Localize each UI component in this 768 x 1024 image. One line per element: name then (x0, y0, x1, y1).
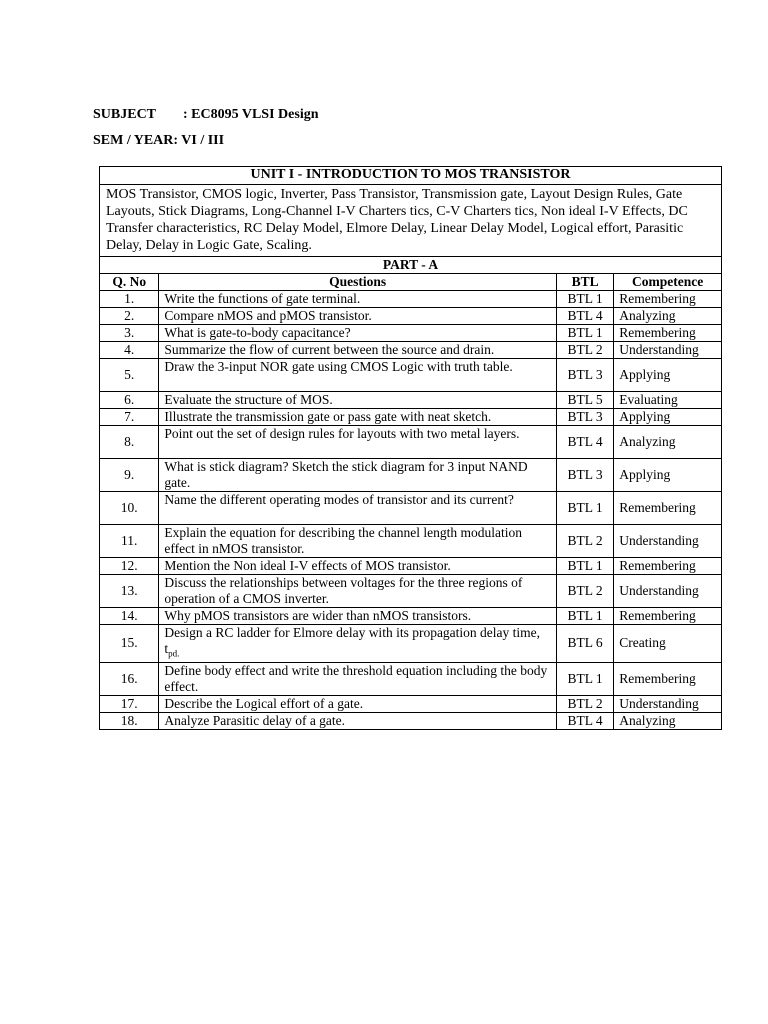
btl-level: BTL 2 (556, 575, 613, 608)
competence: Analyzing (614, 712, 722, 729)
question-number: 18. (100, 712, 159, 729)
competence: Applying (614, 359, 722, 392)
table-row (100, 392, 722, 409)
btl-level: BTL 4 (556, 308, 613, 325)
competence: Remembering (614, 492, 722, 525)
btl-level: BTL 3 (556, 459, 613, 492)
column-header-questions: Questions (159, 274, 557, 291)
question-number: 17. (100, 695, 159, 712)
question-number: 11. (100, 525, 159, 558)
sem-year-label: SEM / YEAR: VI / III (93, 133, 225, 148)
table-row (100, 409, 722, 426)
question-text: Evaluate the structure of MOS. (159, 392, 557, 409)
question-text: Draw the 3-input NOR gate using CMOS Logic with truth table. (159, 359, 557, 392)
question-text: Describe the Logical effort of a gate. (159, 695, 557, 712)
question-table (99, 166, 722, 730)
column-header-row (100, 274, 722, 291)
table-row (100, 608, 722, 625)
unit-topics: MOS Transistor, CMOS logic, Inverter, Pass Transistor, Transmission gate, Layout Design Rules, Gate Layouts, Stick Diagrams, Long-Channel I-V Charters tics, C-V Charters tics, Non ideal I-V Effects, DC Transfer characteristics, RC Delay Model, Elmore Delay, Linear Delay Model, Logical effort, Parasitic Delay, Delay in Logic Gate, Scaling. (100, 185, 722, 257)
question-text: Point out the set of design rules for layouts with two metal layers. (159, 426, 557, 459)
question-number: 5. (100, 359, 159, 392)
question-text-main: Design a RC ladder for Elmore delay with its propagation delay time, t (164, 625, 541, 656)
question-text: Compare nMOS and pMOS transistor. (159, 308, 557, 325)
table-row (100, 291, 722, 308)
competence: Remembering (614, 608, 722, 625)
table-row (100, 662, 722, 695)
part-title: PART - A (100, 257, 722, 274)
question-text: Mention the Non ideal I-V effects of MOS transistor. (159, 558, 557, 575)
question-text: Analyze Parasitic delay of a gate. (159, 712, 557, 729)
table-row (100, 712, 722, 729)
btl-level: BTL 1 (556, 662, 613, 695)
competence: Understanding (614, 342, 722, 359)
question-text: What is stick diagram? Sketch the stick diagram for 3 input NAND gate. (159, 459, 557, 492)
part-title-row (100, 257, 722, 274)
table-row (100, 308, 722, 325)
question-text: Explain the equation for describing the channel length modulation effect in nMOS transistor. (159, 525, 557, 558)
question-text: Summarize the flow of current between the source and drain. (159, 342, 557, 359)
subject-value: : EC8095 VLSI Design (183, 107, 319, 122)
competence: Understanding (614, 695, 722, 712)
btl-level: BTL 1 (556, 608, 613, 625)
btl-level: BTL 4 (556, 712, 613, 729)
subject-line (93, 107, 319, 123)
question-number: 7. (100, 409, 159, 426)
table-row (100, 558, 722, 575)
unit-topics-row (100, 185, 722, 257)
question-text: Write the functions of gate terminal. (159, 291, 557, 308)
competence: Evaluating (614, 392, 722, 409)
table-row (100, 342, 722, 359)
column-header-competence: Competence (614, 274, 722, 291)
column-header-qno: Q. No (100, 274, 159, 291)
question-text: Why pMOS transistors are wider than nMOS transistors. (159, 608, 557, 625)
btl-level: BTL 1 (556, 291, 613, 308)
btl-level: BTL 1 (556, 558, 613, 575)
btl-level: BTL 4 (556, 426, 613, 459)
question-number: 1. (100, 291, 159, 308)
question-number: 2. (100, 308, 159, 325)
competence: Analyzing (614, 426, 722, 459)
competence: Understanding (614, 575, 722, 608)
question-number: 4. (100, 342, 159, 359)
competence: Remembering (614, 662, 722, 695)
sem-year-line (93, 133, 224, 149)
question-number: 9. (100, 459, 159, 492)
btl-level: BTL 1 (556, 325, 613, 342)
btl-level: BTL 3 (556, 409, 613, 426)
column-header-btl: BTL (556, 274, 613, 291)
table-row (100, 325, 722, 342)
question-number: 13. (100, 575, 159, 608)
competence: Understanding (614, 525, 722, 558)
btl-level: BTL 2 (556, 525, 613, 558)
competence: Applying (614, 459, 722, 492)
btl-level: BTL 6 (556, 625, 613, 663)
question-text (159, 625, 557, 663)
question-text-subscript: pd. (168, 648, 180, 659)
table-row (100, 426, 722, 459)
question-number: 6. (100, 392, 159, 409)
table-row (100, 625, 722, 663)
competence: Applying (614, 409, 722, 426)
table-row (100, 459, 722, 492)
question-number: 3. (100, 325, 159, 342)
competence: Remembering (614, 291, 722, 308)
btl-level: BTL 2 (556, 342, 613, 359)
btl-level: BTL 3 (556, 359, 613, 392)
question-text: What is gate-to-body capacitance? (159, 325, 557, 342)
question-text: Define body effect and write the threshold equation including the body effect. (159, 662, 557, 695)
competence: Creating (614, 625, 722, 663)
question-number: 16. (100, 662, 159, 695)
question-number: 10. (100, 492, 159, 525)
unit-title-row (100, 167, 722, 185)
question-text: Illustrate the transmission gate or pass gate with neat sketch. (159, 409, 557, 426)
question-text: Name the different operating modes of transistor and its current? (159, 492, 557, 525)
question-number: 15. (100, 625, 159, 663)
unit-title: UNIT I - INTRODUCTION TO MOS TRANSISTOR (100, 167, 722, 185)
btl-level: BTL 5 (556, 392, 613, 409)
question-text: Discuss the relationships between voltages for the three regions of operation of a CMOS inverter. (159, 575, 557, 608)
table-row (100, 695, 722, 712)
competence: Remembering (614, 325, 722, 342)
competence: Remembering (614, 558, 722, 575)
table-row (100, 525, 722, 558)
btl-level: BTL 1 (556, 492, 613, 525)
question-number: 12. (100, 558, 159, 575)
table-row (100, 575, 722, 608)
question-number: 14. (100, 608, 159, 625)
competence: Analyzing (614, 308, 722, 325)
question-number: 8. (100, 426, 159, 459)
table-row (100, 359, 722, 392)
btl-level: BTL 2 (556, 695, 613, 712)
subject-label: SUBJECT (93, 107, 157, 122)
table-row (100, 492, 722, 525)
